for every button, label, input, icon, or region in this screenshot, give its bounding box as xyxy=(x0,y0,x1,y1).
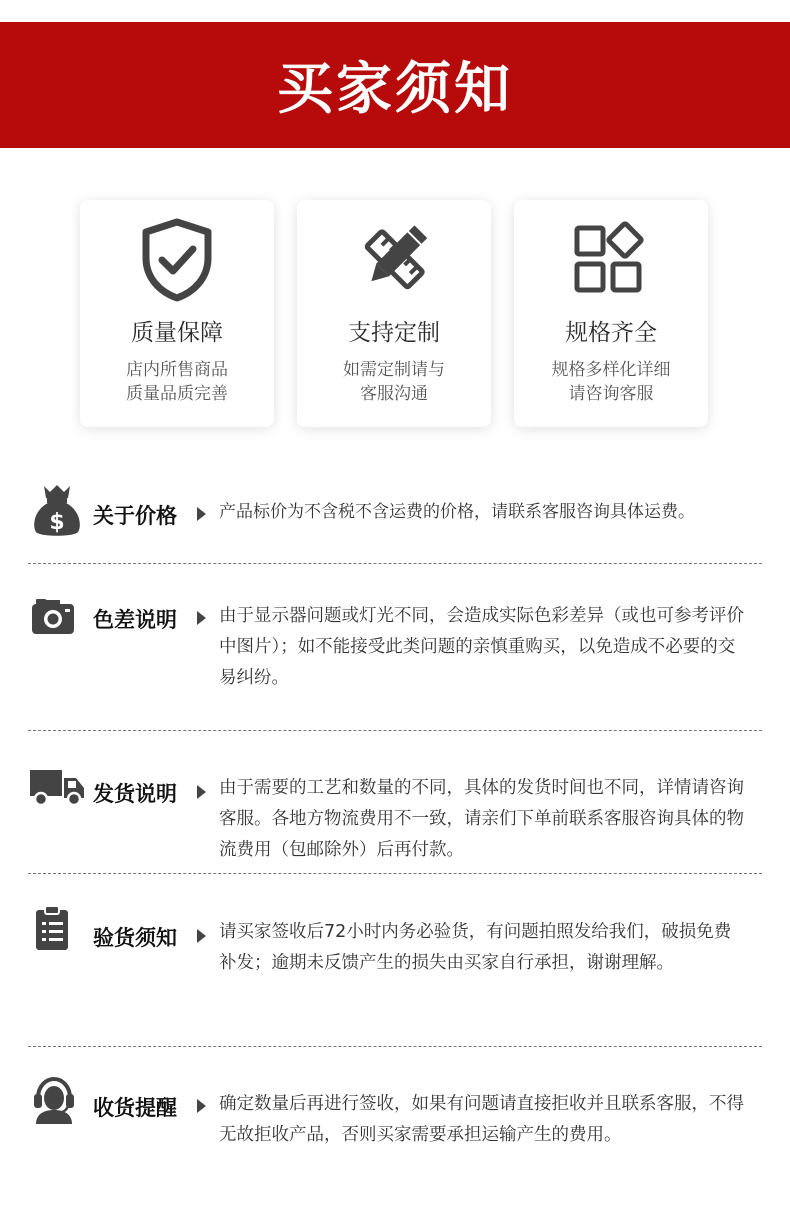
feature-desc xyxy=(80,358,274,406)
feature-title: 质量保障 xyxy=(131,320,223,346)
page-title: 买家须知 xyxy=(277,57,513,122)
dashed-divider xyxy=(28,1046,762,1047)
feature-title: 规格齐全 xyxy=(565,320,657,346)
grid-blocks-icon xyxy=(514,218,708,302)
arrow-right-icon xyxy=(197,1099,206,1113)
feature-desc-line: 如需定制请与 xyxy=(343,360,445,380)
notice-text: 确定数量后再进行签收，如果有问题请直接拒收并且联系客服，不得无故拒收产品，否则买家需要承担运输产生的费用。 xyxy=(219,1094,744,1145)
money-bag-icon xyxy=(30,482,84,536)
notice-shipping xyxy=(30,768,762,868)
notice-label: 发货说明 xyxy=(93,782,177,806)
feature-desc-line: 质量品质完善 xyxy=(126,384,228,404)
camera-icon xyxy=(30,596,84,650)
clipboard-icon xyxy=(30,906,84,960)
notice-text: 产品标价为不含税不含运费的价格，请联系客服咨询具体运费。 xyxy=(219,502,695,522)
feature-desc xyxy=(297,358,491,406)
arrow-right-icon xyxy=(197,785,206,799)
dashed-divider xyxy=(28,873,762,874)
feature-card-specs xyxy=(514,200,708,427)
notice-text: 由于显示器问题或灯光不同，会造成实际色彩差异（或也可参考评价中图片）；如不能接受此类问题的亲慎重购买，以免造成不必要的交易纠纷。 xyxy=(219,606,744,688)
customer-service-icon xyxy=(30,1076,84,1130)
header-banner xyxy=(0,22,790,148)
notice-text: 请买家签收后72小时内务必验货，有问题拍照发给我们，破损免费补发；逾期未反馈产生的损失由买家自行承担，谢谢理解。 xyxy=(219,922,732,973)
arrow-right-icon xyxy=(197,929,206,943)
notice-price xyxy=(30,480,762,540)
notice-receiving xyxy=(30,1076,762,1156)
feature-card-custom xyxy=(297,200,491,427)
notice-label: 收货提醒 xyxy=(93,1096,177,1120)
notice-color xyxy=(30,596,762,696)
arrow-right-icon xyxy=(197,611,206,625)
arrow-right-icon xyxy=(197,507,206,521)
notice-text: 由于需要的工艺和数量的不同，具体的发货时间也不同，详情请咨询客服。各地方物流费用不一致，请亲们下单前联系客服咨询具体的物流费用（包邮除外）后再付款。 xyxy=(219,778,744,860)
notice-inspection xyxy=(30,906,762,1006)
dashed-divider xyxy=(28,563,762,564)
feature-desc-line: 店内所售商品 xyxy=(126,360,228,380)
dashed-divider xyxy=(28,730,762,731)
feature-card-quality xyxy=(80,200,274,427)
pencil-ruler-icon xyxy=(297,218,491,302)
truck-icon xyxy=(30,768,86,822)
feature-desc-line: 客服沟通 xyxy=(360,384,428,404)
feature-desc-line: 规格多样化详细 xyxy=(551,360,671,380)
notice-label: 色差说明 xyxy=(93,608,177,632)
feature-title: 支持定制 xyxy=(348,320,440,346)
feature-desc xyxy=(514,358,708,406)
shield-check-icon xyxy=(80,218,274,302)
svg-text:$: $ xyxy=(49,510,65,535)
notice-label: 关于价格 xyxy=(93,504,177,528)
feature-desc-line: 请咨询客服 xyxy=(568,384,654,404)
notice-label: 验货须知 xyxy=(93,926,177,950)
